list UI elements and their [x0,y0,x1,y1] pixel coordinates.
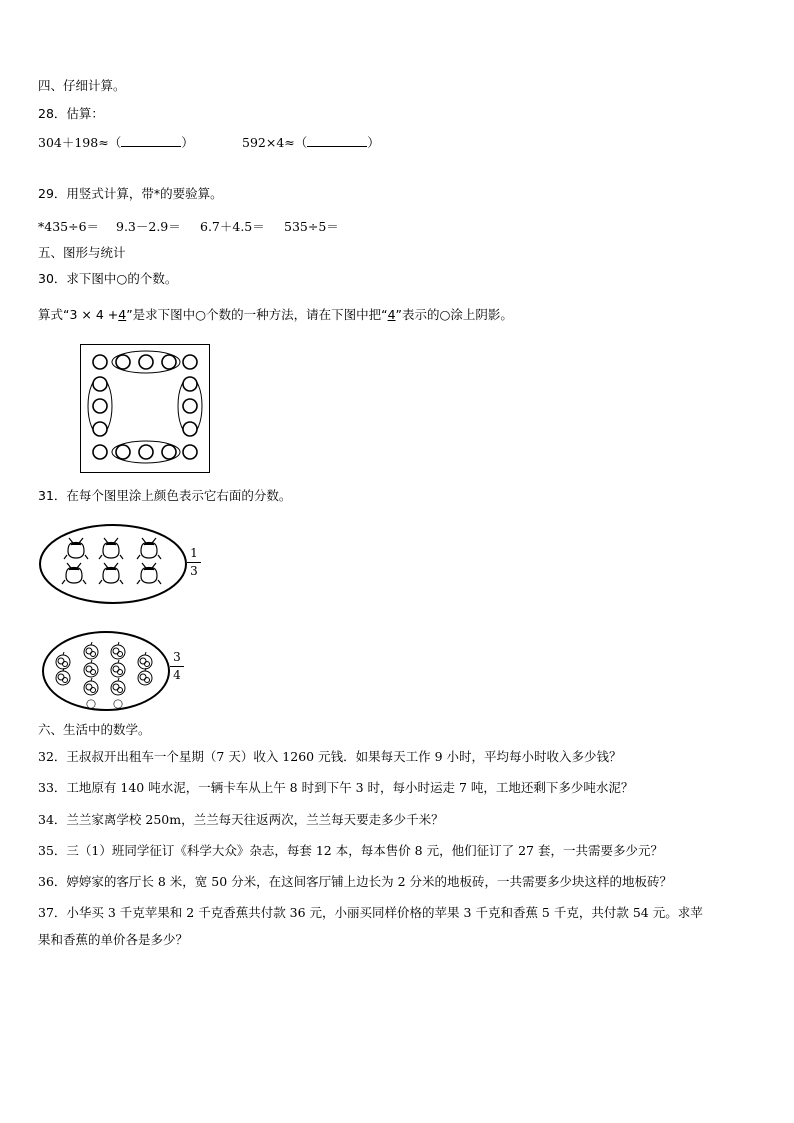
section-5-title: 五、图形与统计 [38,245,126,260]
section-6-title: 六、生活中的数学。 [38,722,151,737]
circle[interactable] [93,399,107,413]
fraction-numerator: 1 [190,546,198,560]
circle[interactable] [183,445,197,459]
question-37-line-1: 37．小华买 3 千克苹果和 2 千克香蕉共付款 36 元，小丽买同样价格的苹果 3 千克和香蕉 5 千克，共付款 54 元。求苹 [38,905,703,920]
calc-item-2: 9.3－2.9＝ [116,219,181,234]
close-paren-1: ） [181,135,194,150]
question-31-stem: 31．在每个图里涂上颜色表示它右面的分数。 [38,488,292,503]
question-28-item-1 [38,135,194,151]
underlined-number-2: 4 [387,307,396,322]
answer-blank-1[interactable] [121,135,181,147]
calc-item-4: 535÷5＝ [284,219,339,234]
circle[interactable] [183,355,197,369]
instruction-part-a: 算式“3 × 4 + [38,307,119,322]
question-28-stem: 28．估算： [38,106,104,121]
circle[interactable] [162,445,176,459]
circle[interactable] [183,377,197,391]
fraction-one-third [187,546,201,578]
estimate-expression-1: 304＋198≈（ [38,135,122,150]
question-37-line-2: 果和香蕉的单价各是多少？ [38,932,189,947]
question-30-instruction [38,307,513,323]
circle[interactable] [162,355,176,369]
question-35: 35．三（1）班同学征订《科学大众》杂志，每套 12 本，每本售价 8 元，他们征订了 27 套，一共需要多少元？ [38,843,663,858]
fraction-three-quarters [170,650,184,682]
question-32: 32．王叔叔开出租车一个星期（7 天）收入 1260 元钱．如果每天工作 9 小时，平均每小时收入多少钱？ [38,749,622,764]
question-34: 34．兰兰家离学校 250m，兰兰每天往返两次，兰兰每天要走多少千米？ [38,812,444,827]
circle[interactable] [116,445,130,459]
circle[interactable] [93,377,107,391]
circle[interactable] [183,399,197,413]
underlined-number-1: 4 [118,307,127,322]
question-29-stem: 29．用竖式计算，带*的要验算。 [38,186,223,201]
apple-ellipse-figure [41,630,171,712]
fraction-denominator: 3 [190,564,198,578]
section-4-title: 四、仔细计算。 [38,78,126,93]
estimate-expression-2: 592×4≈（ [242,135,308,150]
apple-icon[interactable] [114,700,122,708]
question-28-item-2 [242,135,380,151]
answer-blank-2[interactable] [307,135,367,147]
circle[interactable] [116,355,130,369]
peach-ellipse-figure [38,523,188,605]
circle[interactable] [139,355,153,369]
calc-item-1: *435÷6＝ [38,219,100,234]
apple-icon[interactable] [87,700,95,708]
question-36: 36．婷婷家的客厅长 8 米，宽 50 分米，在这间客厅铺上边长为 2 分米的地板砖，一共需要多少块这样的地板砖？ [38,874,673,889]
circle[interactable] [93,422,107,436]
close-paren-2: ） [367,135,380,150]
question-33: 33．工地原有 140 吨水泥，一辆卡车从上午 8 时到下午 3 时，每小时运走 7 吨，工地还剩下多少吨水泥？ [38,780,634,795]
instruction-part-c: ”表示的○涂上阴影。 [395,307,513,322]
calc-item-3: 6.7＋4.5＝ [200,219,265,234]
question-30-stem: 30．求下图中○的个数。 [38,271,178,286]
circle[interactable] [93,445,107,459]
circle-grid-figure [80,344,211,474]
fraction-denominator: 4 [173,668,181,682]
circle[interactable] [139,445,153,459]
instruction-part-b: ”是求下图中○个数的一种方法，请在下图中把“ [126,307,388,322]
circle[interactable] [183,422,197,436]
fraction-numerator: 3 [173,650,181,664]
circle[interactable] [93,355,107,369]
